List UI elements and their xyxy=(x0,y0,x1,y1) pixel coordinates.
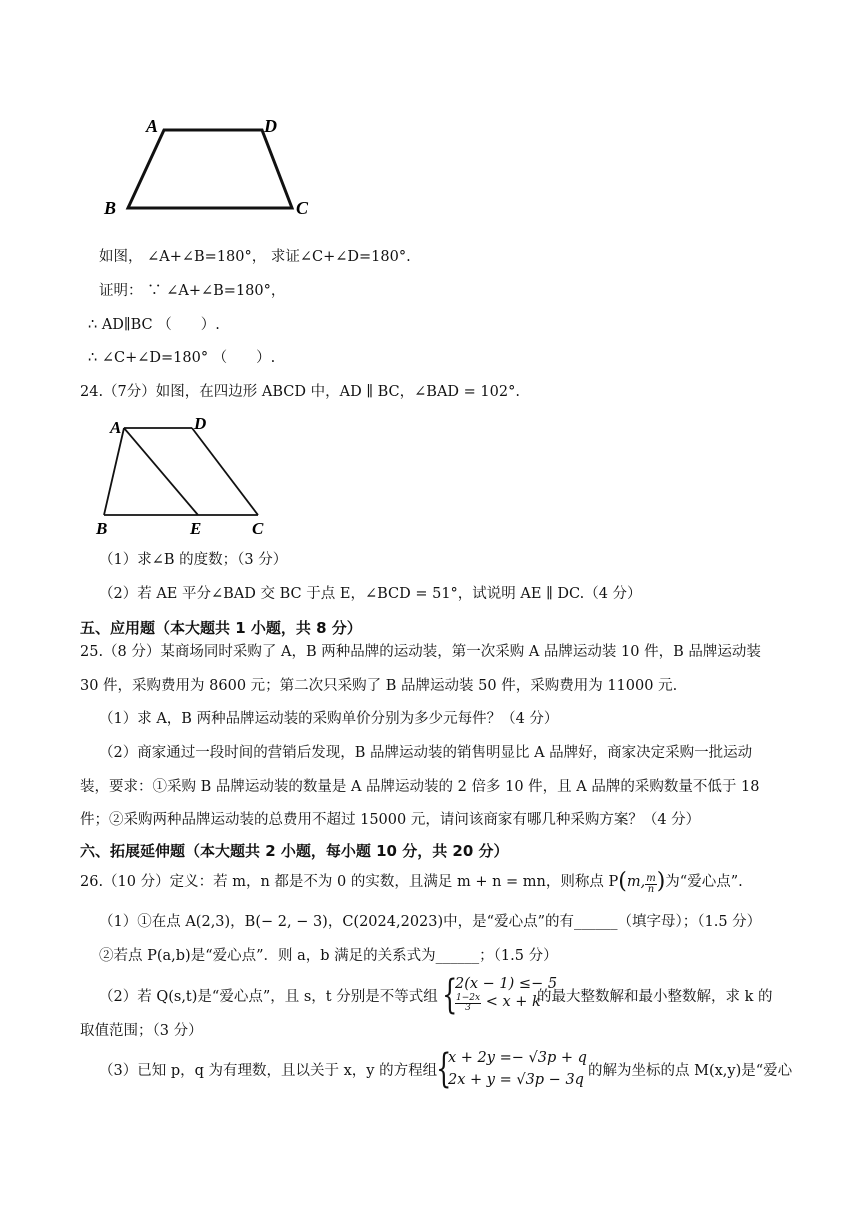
label-D: D xyxy=(264,116,277,136)
label-D: D xyxy=(194,414,207,433)
q25-line-1: 25.（8 分）某商场同时采购了 A，B 两种品牌的运动装，第一次采购 A 品牌运动装 10 件，B 品牌运动装 xyxy=(80,644,761,660)
proof-line-4: ∴ ∠C+∠D=180° （ ）. xyxy=(88,350,276,366)
q26-part3-lead: （3）已知 p，q 为有理数，且以关于 x，y 的方程组 xyxy=(99,1063,438,1079)
q26-part2-tail-2: 取值范围；（3 分） xyxy=(80,1023,203,1039)
ineq-1: 2(x − 1) ≤− 5 xyxy=(455,976,558,992)
trapezoid-figure xyxy=(100,110,330,220)
q26-part1-b: ②若点 P(a,b)是“爱心点”．则 a，b 满足的关系式为______；（1.5 分） xyxy=(99,948,558,964)
q24-stem: 24.（7分）如图，在四边形 ABCD 中，AD ∥ BC，∠BAD = 102°. xyxy=(80,384,520,400)
proof-line-1: 如图， ∠A+∠B=180°， 求证∠C+∠D=180°. xyxy=(99,249,411,265)
label-C: C xyxy=(252,519,264,538)
q25-part2-b: 装，要求：①采购 B 品牌运动装的数量是 A 品牌运动装的 2 倍多 10 件，且 A 品牌的采购数量不低于 18 xyxy=(80,779,760,795)
section-6-heading: 六、拓展延伸题（本大题共 2 小题，每小题 10 分，共 20 分） xyxy=(80,842,509,860)
label-C: C xyxy=(296,198,309,218)
label-B: B xyxy=(104,198,117,218)
label-A: A xyxy=(146,116,159,136)
q25-part1: （1）求 A，B 两种品牌运动装的采购单价分别为多少元每件？（4 分） xyxy=(99,711,559,727)
q24-part1: （1）求∠B 的度数；（3 分） xyxy=(99,552,288,568)
edge-AB xyxy=(104,428,124,515)
label-E: E xyxy=(190,519,202,538)
q25-line-2: 30 件，采购费用为 8600 元；第二次只采购了 B 品牌运动装 50 件，采购费用为 11000 元. xyxy=(80,678,678,694)
ineq-2 xyxy=(455,993,541,1013)
q26-part2-tail: 的最大整数解和最小整数解，求 k 的 xyxy=(537,989,773,1005)
q26-def-text: 26.（10 分）定义：若 m，n 都是不为 0 的实数，且满足 m + n = mn，则称点 P xyxy=(80,874,619,890)
ineq-2-fraction xyxy=(455,994,481,1013)
system-brace-2: { xyxy=(436,1046,452,1092)
q24-part2: （2）若 AE 平分∠BAD 交 BC 于点 E，∠BCD = 51°，试说明 AE ∥ DC.（4 分） xyxy=(99,586,642,602)
label-A: A xyxy=(110,418,122,437)
frac-num: m xyxy=(646,873,656,884)
paren-open: ( xyxy=(618,869,627,894)
q26-part2-lead: （2）若 Q(s,t)是“爱心点”，且 s，t 分别是不等式组 xyxy=(99,989,438,1005)
section-5-heading: 五、应用题（本大题共 1 小题，共 8 分） xyxy=(80,619,362,637)
ineq-2-num: 1−2x xyxy=(456,993,481,1003)
eq-2: 2x + y = √3p − 3q xyxy=(448,1072,584,1088)
proof-line-2: 证明： ∵ ∠A+∠B=180°， xyxy=(99,283,286,299)
edge-DC xyxy=(192,428,258,515)
trapezoid-shape xyxy=(128,130,292,208)
fraction-m-over-n xyxy=(645,874,656,895)
q25-part2-a: （2）商家通过一段时间的营销后发现，B 品牌运动装的销售明显比 A 品牌好，商家决定采购一批运动 xyxy=(99,745,753,761)
proof-line-3: ∴ AD∥BC （ ）. xyxy=(88,317,220,333)
label-B: B xyxy=(96,519,108,538)
frac-den: n xyxy=(647,884,655,895)
q26-def-m: m, xyxy=(626,874,646,890)
system-brace-1: { xyxy=(442,972,458,1018)
quadrilateral-figure xyxy=(92,410,282,538)
eq-1: x + 2y =− √3p + q xyxy=(448,1050,587,1066)
paren-close: ) xyxy=(656,869,666,894)
q26-part1-a: （1）①在点 A(2,3)，B(− 2, − 3)，C(2024,2023)中，是“爱心点”的有______（填字母）；（1.5 分） xyxy=(99,914,762,930)
q25-part2-c: 件；②采购两种品牌运动装的总费用不超过 15000 元，请问该商家有哪几种采购方案？（4 分） xyxy=(80,812,701,828)
ineq-2-den: 3 xyxy=(465,1003,471,1013)
q26-part3-tail: 的解为坐标的点 M(x,y)是“爱心 xyxy=(588,1063,793,1079)
ineq-2-rest: < x + k xyxy=(485,994,541,1010)
q26-definition xyxy=(80,869,743,895)
segment-AE xyxy=(124,428,198,515)
q26-def-tail: 为“爱心点”. xyxy=(665,874,743,890)
